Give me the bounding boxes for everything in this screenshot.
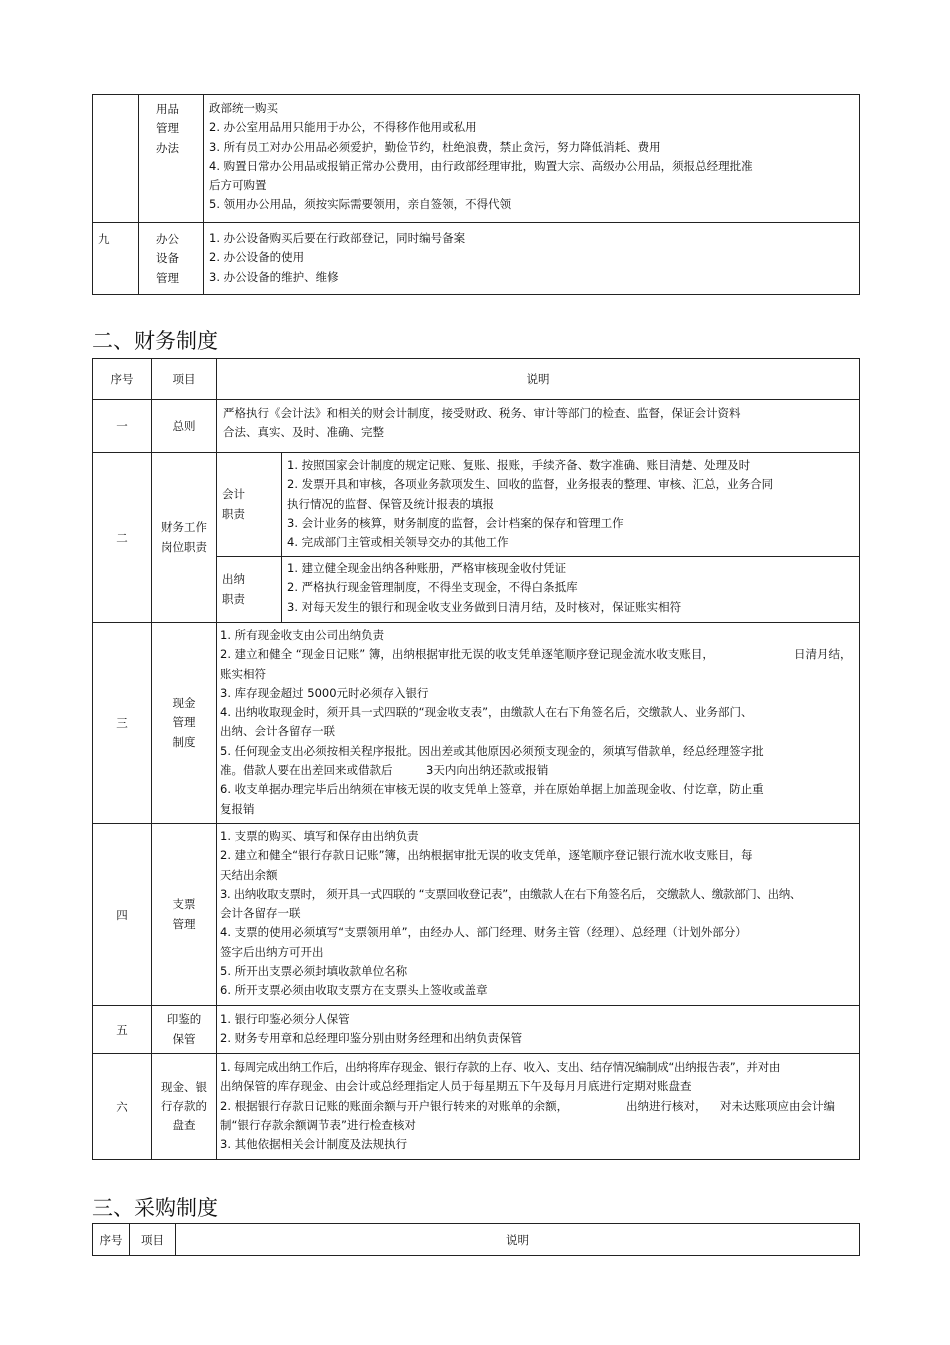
- desc-line: 账实相符: [220, 666, 266, 681]
- description-cell: [217, 824, 860, 1006]
- sub-item-text: 职责: [222, 506, 245, 521]
- item-text: 现金: [172, 696, 196, 711]
- desc-line: 复报销: [220, 801, 255, 816]
- desc-line: 3. 出纳收取支票时， 须开具一式四联的 “支票回收登记表”，由缴款人在右下角签名后， 交缴款人、缴款部门、出纳、: [220, 886, 802, 901]
- desc-line: 4. 支票的使用必须填写“支票领用单”，由经办人、部门经理、财务主管（经理）、总经理（计划外部分）: [220, 925, 747, 940]
- item-text: 行存款的: [161, 1098, 207, 1113]
- desc-line: [220, 645, 859, 664]
- row-number: 一: [93, 400, 152, 453]
- item-text: 管理: [156, 121, 179, 136]
- sub-item-text: 会计: [222, 487, 245, 502]
- desc-line: 执行情况的监督、保管及统计报表的填报: [287, 496, 494, 511]
- item-text: 现金、银: [161, 1079, 207, 1094]
- header-no: 序号: [93, 359, 152, 400]
- desc-line: 3. 对每天发生的银行和现金收支业务做到日清月结，及时核对，保证账实相符: [287, 599, 682, 614]
- sub-item-text: 出纳: [222, 572, 245, 587]
- item-cell: [152, 623, 217, 824]
- table-row: [93, 95, 860, 223]
- header-desc: 说明: [217, 359, 860, 400]
- item-text: 盘查: [172, 1118, 196, 1133]
- sub-item-text: 职责: [222, 591, 245, 606]
- table-row: [93, 1006, 860, 1054]
- description-cell: [217, 623, 860, 824]
- row-number-cell: [93, 223, 139, 295]
- desc-line: 3. 所有员工对办公用品必须爱护，勤俭节约，杜绝浪费，禁止贪污，努力降低消耗、费用: [209, 139, 661, 154]
- item-text: 设备: [156, 251, 179, 266]
- item-text: 印鉴的: [166, 1012, 202, 1027]
- table-purchase: [92, 1223, 860, 1256]
- desc-line: 出纳保管的库存现金、由会计或总经理指定人员于每星期五下午及每月月底进行定期对账盘查: [220, 1079, 692, 1094]
- desc-line: 天结出余额: [220, 867, 278, 882]
- desc-line: 制“银行存款余额调节表”进行检查核对: [220, 1117, 416, 1132]
- item-text: 支票: [172, 897, 196, 912]
- desc-line: 3. 其他依据相关会计制度及法规执行: [220, 1137, 408, 1152]
- description-cell: [217, 1054, 860, 1160]
- desc-line: 1. 银行印鉴必须分人保管: [220, 1012, 350, 1026]
- item-text: 管理: [172, 916, 196, 931]
- item-cell: [139, 95, 204, 223]
- description-cell: [282, 453, 860, 557]
- desc-line: 6. 收支单据办理完毕后出纳须在审核无误的收支凭单上签章，并在原始单据上加盖现金收、付讫章，防止重: [220, 782, 764, 797]
- desc-line: 签字后出纳方可开出: [220, 944, 324, 959]
- header-item: 项目: [130, 1224, 176, 1256]
- sub-item-cell: [217, 453, 282, 557]
- item-text: 管理: [172, 715, 196, 730]
- desc-line: 2. 发票开具和审核，各项业务款项发生、回收的监督，业务报表的整理、审核、汇总，业务合同: [287, 477, 774, 492]
- description-cell: [204, 223, 860, 295]
- section-heading-purchase: 三、采购制度: [92, 1196, 218, 1220]
- desc-line: 2. 财务专用章和总经理印鉴分别由财务经理和出纳负责保管: [220, 1031, 523, 1046]
- desc-line: 2. 建立和健全“银行存款日记账”簿，出纳根据审批无误的收支凭单，逐笔顺序登记银行流水收支账目，每: [220, 848, 753, 863]
- table-header-row: [93, 359, 860, 400]
- desc-line: 1. 每周完成出纳工作后，出纳将库存现金、银行存款的上存、收入、支出、结存情况编制成“出纳报告表”，并对由: [220, 1060, 780, 1074]
- desc-line: 4. 出纳收取现金时，须开具一式四联的“现金收支表”，由缴款人在右下角签名后，交缴款人、业务部门、: [220, 705, 753, 720]
- row-number: 二: [93, 453, 152, 623]
- desc-line: 1. 办公设备购买后要在行政部登记，同时编号备案: [209, 231, 466, 245]
- desc-line: 合法、真实、及时、准确、完整: [223, 425, 384, 440]
- desc-line-mid: 出纳进行核对，: [626, 1098, 707, 1113]
- description-cell: [217, 400, 860, 453]
- section-heading-finance: 二、财务制度: [92, 329, 218, 353]
- item-text: 办法: [156, 140, 179, 155]
- table-row: [93, 400, 860, 453]
- table-row: [93, 824, 860, 1006]
- desc-line: [220, 761, 859, 780]
- desc-line: 2. 严格执行现金管理制度，不得坐支现金，不得白条抵库: [287, 580, 578, 595]
- row-number: 九: [98, 232, 110, 246]
- desc-line: 4. 完成部门主管或相关领导交办的其他工作: [287, 535, 509, 550]
- desc-line: 1. 按照国家会计制度的规定记账、复账、报账，手续齐备、数字准确、账目清楚、处理及时: [287, 458, 751, 472]
- desc-line: 后方可购置: [209, 178, 267, 193]
- desc-line: 2. 办公室用品用只能用于办公，不得移作他用或私用: [209, 120, 477, 135]
- item-cell: [152, 1054, 217, 1160]
- item-cell: [152, 1006, 217, 1054]
- item-cell: [139, 223, 204, 295]
- desc-line: 3. 会计业务的核算，财务制度的监督，会计档案的保存和管理工作: [287, 515, 624, 530]
- desc-line: 5. 所开出支票必须封填收款单位名称: [220, 964, 408, 979]
- desc-line: 3. 库存现金超过 5000元时必须存入银行: [220, 685, 429, 700]
- desc-line-text: 2. 根据银行存款日记账的账面余额与开户银行转来的对账单的余额，: [220, 1098, 569, 1113]
- description-cell: [217, 1006, 860, 1054]
- row-number: 五: [93, 1006, 152, 1054]
- desc-line-tail: 日清月结，: [794, 647, 852, 662]
- item-text: 岗位职责: [161, 539, 207, 554]
- description-cell: [204, 95, 860, 223]
- item-cell: [152, 453, 217, 623]
- sub-item-cell: [217, 557, 282, 623]
- item-text: 管理: [156, 270, 179, 285]
- item-text: 保管: [172, 1031, 196, 1046]
- desc-line: 1. 所有现金收支由公司出纳负责: [220, 628, 385, 642]
- desc-line: 4. 购置日常办公用品或报销正常办公费用，由行政部经理审批，购置大宗、高级办公用品，须报总经理批准: [209, 158, 753, 173]
- header-item: 项目: [152, 359, 217, 400]
- row-number-cell: [93, 95, 139, 223]
- table-row: [93, 223, 860, 295]
- desc-line: 3. 办公设备的维护、维修: [209, 269, 339, 284]
- desc-line-text: 准。借款人要在出差回来或借款后: [220, 763, 393, 778]
- item-text: 财务工作: [161, 520, 207, 535]
- table-row: [93, 1054, 860, 1160]
- desc-line: 6. 所开支票必须由收取支票方在支票头上签收或盖章: [220, 983, 488, 998]
- desc-line: 出纳、会计各留存一联: [220, 724, 335, 739]
- desc-line: 2. 办公设备的使用: [209, 250, 305, 265]
- row-number: 四: [93, 824, 152, 1006]
- item-text: 制度: [172, 734, 196, 749]
- table-row: [93, 453, 860, 557]
- desc-line: 1. 建立健全现金出纳各种账册，严格审核现金收付凭证: [287, 561, 567, 575]
- table-row: [93, 623, 860, 824]
- desc-line: [220, 1097, 859, 1116]
- item-cell: [152, 824, 217, 1006]
- description-cell: [282, 557, 860, 623]
- desc-line: 1. 支票的购买、填写和保存由出纳负责: [220, 829, 419, 843]
- header-desc: 说明: [176, 1224, 860, 1256]
- desc-line-tail: 3天内向出纳还款或报销: [426, 763, 549, 778]
- row-number: 六: [93, 1054, 152, 1160]
- header-no: 序号: [93, 1224, 130, 1256]
- desc-line: 政部统一购买: [209, 101, 278, 115]
- table-header-row: [93, 1224, 860, 1256]
- desc-line: 严格执行《会计法》和相关的财会计制度，接受财政、税务、审计等部门的检查、监督，保证会计资料: [223, 406, 741, 420]
- desc-line: 5. 领用办公用品，须按实际需要领用，亲自签领，不得代领: [209, 197, 512, 212]
- table-admin-continued: [92, 94, 860, 295]
- item-cell: 总则: [152, 400, 217, 453]
- desc-line-tail: 对未达账项应由会计编: [720, 1098, 835, 1113]
- desc-line-text: 2. 建立和健全 “现金日记账” 簿，出纳根据审批无误的收支凭单逐笔顺序登记现金流水收支账目，: [220, 647, 714, 662]
- table-finance: [92, 358, 860, 1160]
- desc-line: 5. 任何现金支出必须按相关程序报批。因出差或其他原因必须预支现金的，须填写借款单，经总经理签字批: [220, 743, 764, 758]
- row-number: 三: [93, 623, 152, 824]
- item-text: 用品: [156, 102, 179, 116]
- item-text: 办公: [156, 232, 179, 246]
- desc-line: 会计各留存一联: [220, 906, 301, 921]
